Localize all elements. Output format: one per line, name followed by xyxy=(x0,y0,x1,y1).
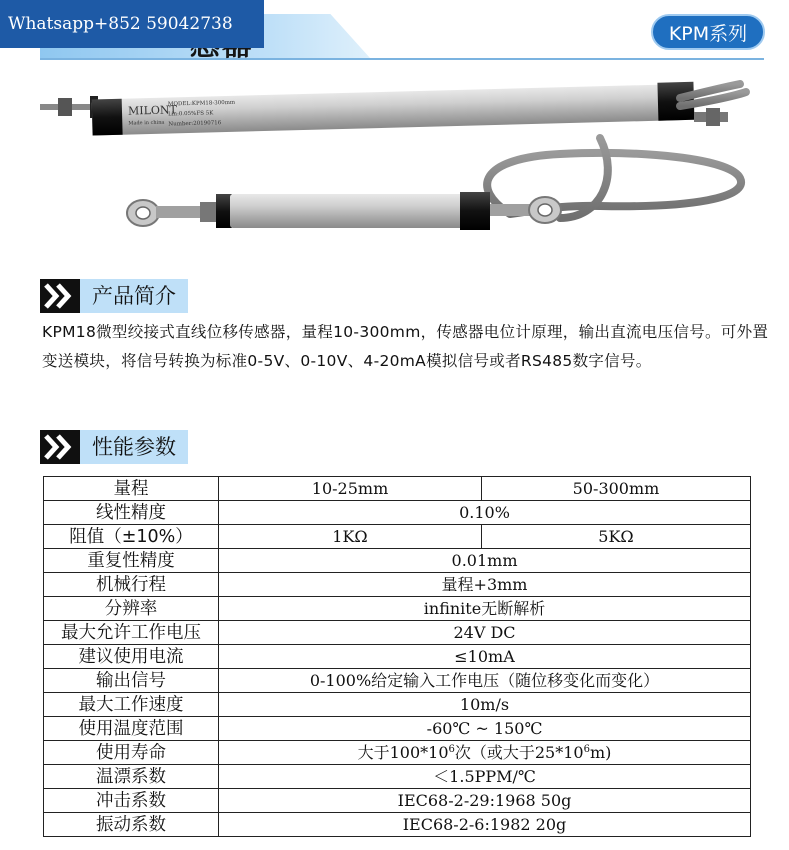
row-value: IEC68-2-6:1982 20g xyxy=(219,813,751,837)
row-value: infinite无断解析 xyxy=(219,597,751,621)
row-label: 输出信号 xyxy=(44,669,219,693)
table-row xyxy=(44,501,751,525)
row-value: 1KΩ xyxy=(219,525,482,549)
row-label: 机械行程 xyxy=(44,573,219,597)
row-value: 量程+3mm xyxy=(219,573,751,597)
spec-table xyxy=(43,476,751,837)
row-label: 分辨率 xyxy=(44,597,219,621)
table-row xyxy=(44,693,751,717)
sensor-model-label: MODEL:KPM18-300mm xyxy=(167,99,236,108)
product-photo xyxy=(40,68,770,268)
table-row xyxy=(44,477,751,501)
row-value: 50-300mm xyxy=(482,477,751,501)
row-value: 5KΩ xyxy=(482,525,751,549)
table-row xyxy=(44,789,751,813)
table-row xyxy=(44,645,751,669)
table-row xyxy=(44,549,751,573)
spec-section-title: 性能参数 xyxy=(80,430,188,464)
table-row xyxy=(44,717,751,741)
intro-section-title: 产品简介 xyxy=(80,279,188,313)
row-label: 线性精度 xyxy=(44,501,219,525)
row-value: ≤10mA xyxy=(219,645,751,669)
row-label: 重复性精度 xyxy=(44,549,219,573)
row-label: 建议使用电流 xyxy=(44,645,219,669)
row-value: 0-100%给定输入工作电压（随位移变化而变化） xyxy=(219,669,751,693)
row-label: 振动系数 xyxy=(44,813,219,837)
row-label: 冲击系数 xyxy=(44,789,219,813)
row-value: ＜1.5PPM/℃ xyxy=(219,765,751,789)
double-chevron-icon xyxy=(40,430,80,464)
table-row xyxy=(44,765,751,789)
row-value: 大于$100*10^6$次（或大于$25*10^6m$) xyxy=(219,741,751,765)
row-label: 温漂系数 xyxy=(44,765,219,789)
table-row xyxy=(44,597,751,621)
row-value: 10-25mm xyxy=(219,477,482,501)
row-value: 0.01mm xyxy=(219,549,751,573)
long-sensor xyxy=(40,82,728,136)
whatsapp-contact-badge[interactable]: Whatsapp+852 59042738 xyxy=(0,0,264,48)
series-badge: KPM系列 xyxy=(651,14,765,50)
table-row xyxy=(44,813,751,837)
intro-paragraph: KPM18微型绞接式直线位移传感器，量程10-300mm，传感器电位计原理，输出直流电压信号。可外置变送模块，将信号转换为标准0-5V、0-10V、4-20mA模拟信号或者RS485数字信号。 xyxy=(42,323,769,370)
row-value: -60℃ ~ 150℃ xyxy=(219,717,751,741)
table-row xyxy=(44,525,751,549)
row-value: 10m/s xyxy=(219,693,751,717)
sensor-lin-label: Lin:0.05%FS 5K xyxy=(168,110,214,118)
sensor-number-label: Number:20190716 xyxy=(168,120,222,128)
row-value: 24V DC xyxy=(219,621,751,645)
row-label: 使用寿命 xyxy=(44,741,219,765)
row-label: 量程 xyxy=(44,477,219,501)
table-row xyxy=(44,669,751,693)
table-row xyxy=(44,621,751,645)
row-label: 使用温度范围 xyxy=(44,717,219,741)
row-label: 阻值（±10%） xyxy=(44,525,219,549)
row-label: 最大工作速度 xyxy=(44,693,219,717)
row-value: 0.10% xyxy=(219,501,751,525)
double-chevron-icon xyxy=(40,279,80,313)
table-row xyxy=(44,573,751,597)
sensor-brand-label: MILONT xyxy=(127,103,178,118)
row-value: IEC68-2-29:1968 50g xyxy=(219,789,751,813)
table-row xyxy=(44,741,751,765)
row-label: 最大允许工作电压 xyxy=(44,621,219,645)
header-divider xyxy=(40,58,764,60)
sensor-origin-label: Made in china xyxy=(128,119,165,127)
